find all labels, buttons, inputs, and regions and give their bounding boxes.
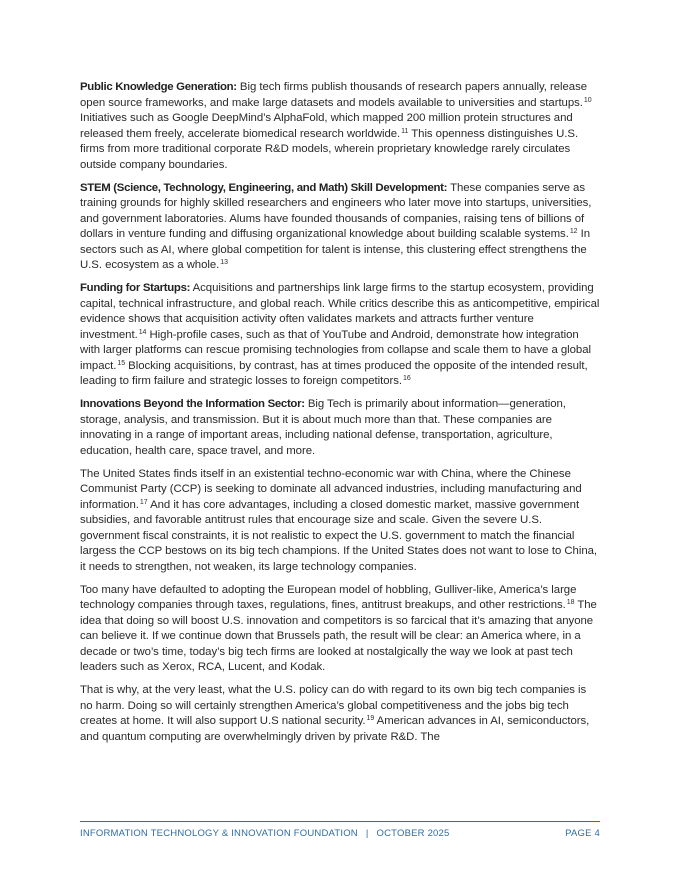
footer-page-number: PAGE 4: [565, 828, 600, 839]
paragraph-heading: Funding for Startups:: [80, 282, 191, 294]
footnote-ref[interactable]: 18: [566, 599, 575, 606]
paragraph-text: Too many have defaulted to adopting the European model of hobbling, Gulliver-like, America’s large technology companies through taxes, regulations, fines, antitrust breakups, and other restrictions.: [80, 583, 577, 611]
paragraph-text: In sectors such as AI, where global competition for talent is intense, this clustering effect strengthens the U.S. ecosystem as a whole.: [80, 228, 591, 271]
paragraph-text: Blocking acquisitions, by contrast, has at times produced the opposite of the intended result, leading to firm failure and strategic losses to foreign competitors.: [80, 359, 588, 387]
paragraph-text: And it has core advantages, including a closed domestic market, massive government subsidies, and favorable antitrust rules that encourage size and scale. Given the severe U.S. government fiscal constraints, it is not realistic to expect the U.S. government to match the financial largess the CCP bestows on its big tech champions. If the United States does not want to lose to China, it needs to strengthen, not weaken, its large technology companies.: [80, 498, 598, 573]
footnote-ref[interactable]: 11: [401, 127, 409, 135]
footer-separator: |: [365, 828, 369, 839]
paragraph: [80, 80, 600, 173]
paragraph-text: These companies serve as training grounds for highly skilled researchers and engineers who later move into startups, universities, and government laboratories. Alums have founded thousands of companies, raising tens of billions of dollars in venture funding and diffusing organizational knowledge about building scalable systems.: [80, 181, 592, 240]
footnote-ref[interactable]: 15: [117, 359, 126, 367]
paragraph-text: Big Tech is primarily about information—generation, storage, analysis, and transmission. But it is about much more than that. These companies are innovating in a range of important areas, including national defense, transportation, agriculture, education, health care, space travel, and more.: [80, 398, 566, 457]
paragraph-text: This openness distinguishes U.S. firms from more traditional corporate R&D models, wherein proprietary knowledge rarely circulates outside company boundaries.: [80, 127, 579, 171]
paragraph-text: The United States finds itself in an existential techno-economic war with China, where the Chinese Communist Party (CCP) is seeking to dominate all advanced industries, including manufacturing and information.: [80, 467, 582, 511]
paragraph: [80, 281, 600, 390]
footer-date: OCTOBER 2025: [376, 828, 450, 839]
paragraph-text: High-profile cases, such as that of YouTube and Android, demonstrate how integration with larger platforms can rescue promising technologies from collapse and scale them to have a global impact.: [80, 328, 591, 372]
paragraph-heading: STEM (Science, Technology, Engineering, and Math) Skill Development:: [80, 181, 448, 194]
footer-organization: INFORMATION TECHNOLOGY & INNOVATION FOUNDATION: [80, 828, 358, 839]
paragraph: [80, 181, 600, 274]
paragraph-text: American advances in AI, semiconductors, and quantum computing are overwhelmingly driven by private R&D. The: [80, 715, 590, 743]
paragraph-text: Acquisitions and partnerships link large firms to the startup ecosystem, providing capital, technical infrastructure, and global reach. While critics describe this as anticompetitive, empirical evidence shows that acquisition activity often validates markets and attracts further venture investment.: [80, 282, 600, 341]
paragraph-text: The idea that doing so will boost U.S. innovation and competitors is so farcical that it’s amazing that anyone can believe it. If we continue down that Brussels path, the result will be clear: an America where, in a decade or two’s time, today’s big tech firms are looked at nostalgically the way we look at past tech leaders such as Xerox, RCA, Lucent, and Kodak.: [80, 599, 597, 673]
footnote-ref[interactable]: 19: [366, 715, 375, 722]
paragraph: [80, 397, 600, 459]
paragraph-text: Big tech firms publish thousands of research papers annually, release open source frameworks, and make large datasets and models available to universities and startups.: [80, 81, 588, 109]
paragraph-text: Initiatives such as Google DeepMind’s AlphaFold, which mapped 200 million protein structures and released them freely, accelerate biomedical research worldwide.: [80, 112, 573, 140]
document-body: [80, 80, 600, 753]
paragraph: [80, 467, 600, 576]
paragraph: [80, 583, 600, 676]
footer-divider: [80, 821, 600, 822]
footnote-ref[interactable]: 16: [403, 375, 411, 382]
footnote-ref[interactable]: 12: [569, 228, 578, 235]
footer-left: [80, 828, 450, 839]
paragraph-heading: Public Knowledge Generation:: [80, 81, 237, 93]
paragraph: [80, 683, 600, 745]
footnote-ref[interactable]: 10: [583, 96, 592, 104]
paragraph-text: That is why, at the very least, what the U.S. policy can do with regard to its own big tech companies is no harm. Doing so will certainly strengthen America’s global competitiveness and the jobs big tech creates at home. It will also support U.S national security.: [80, 684, 587, 727]
footnote-ref[interactable]: 17: [139, 498, 148, 506]
footnote-ref[interactable]: 13: [220, 259, 228, 266]
paragraph-heading: Innovations Beyond the Information Sector:: [80, 398, 305, 410]
footnote-ref[interactable]: 14: [138, 328, 147, 336]
